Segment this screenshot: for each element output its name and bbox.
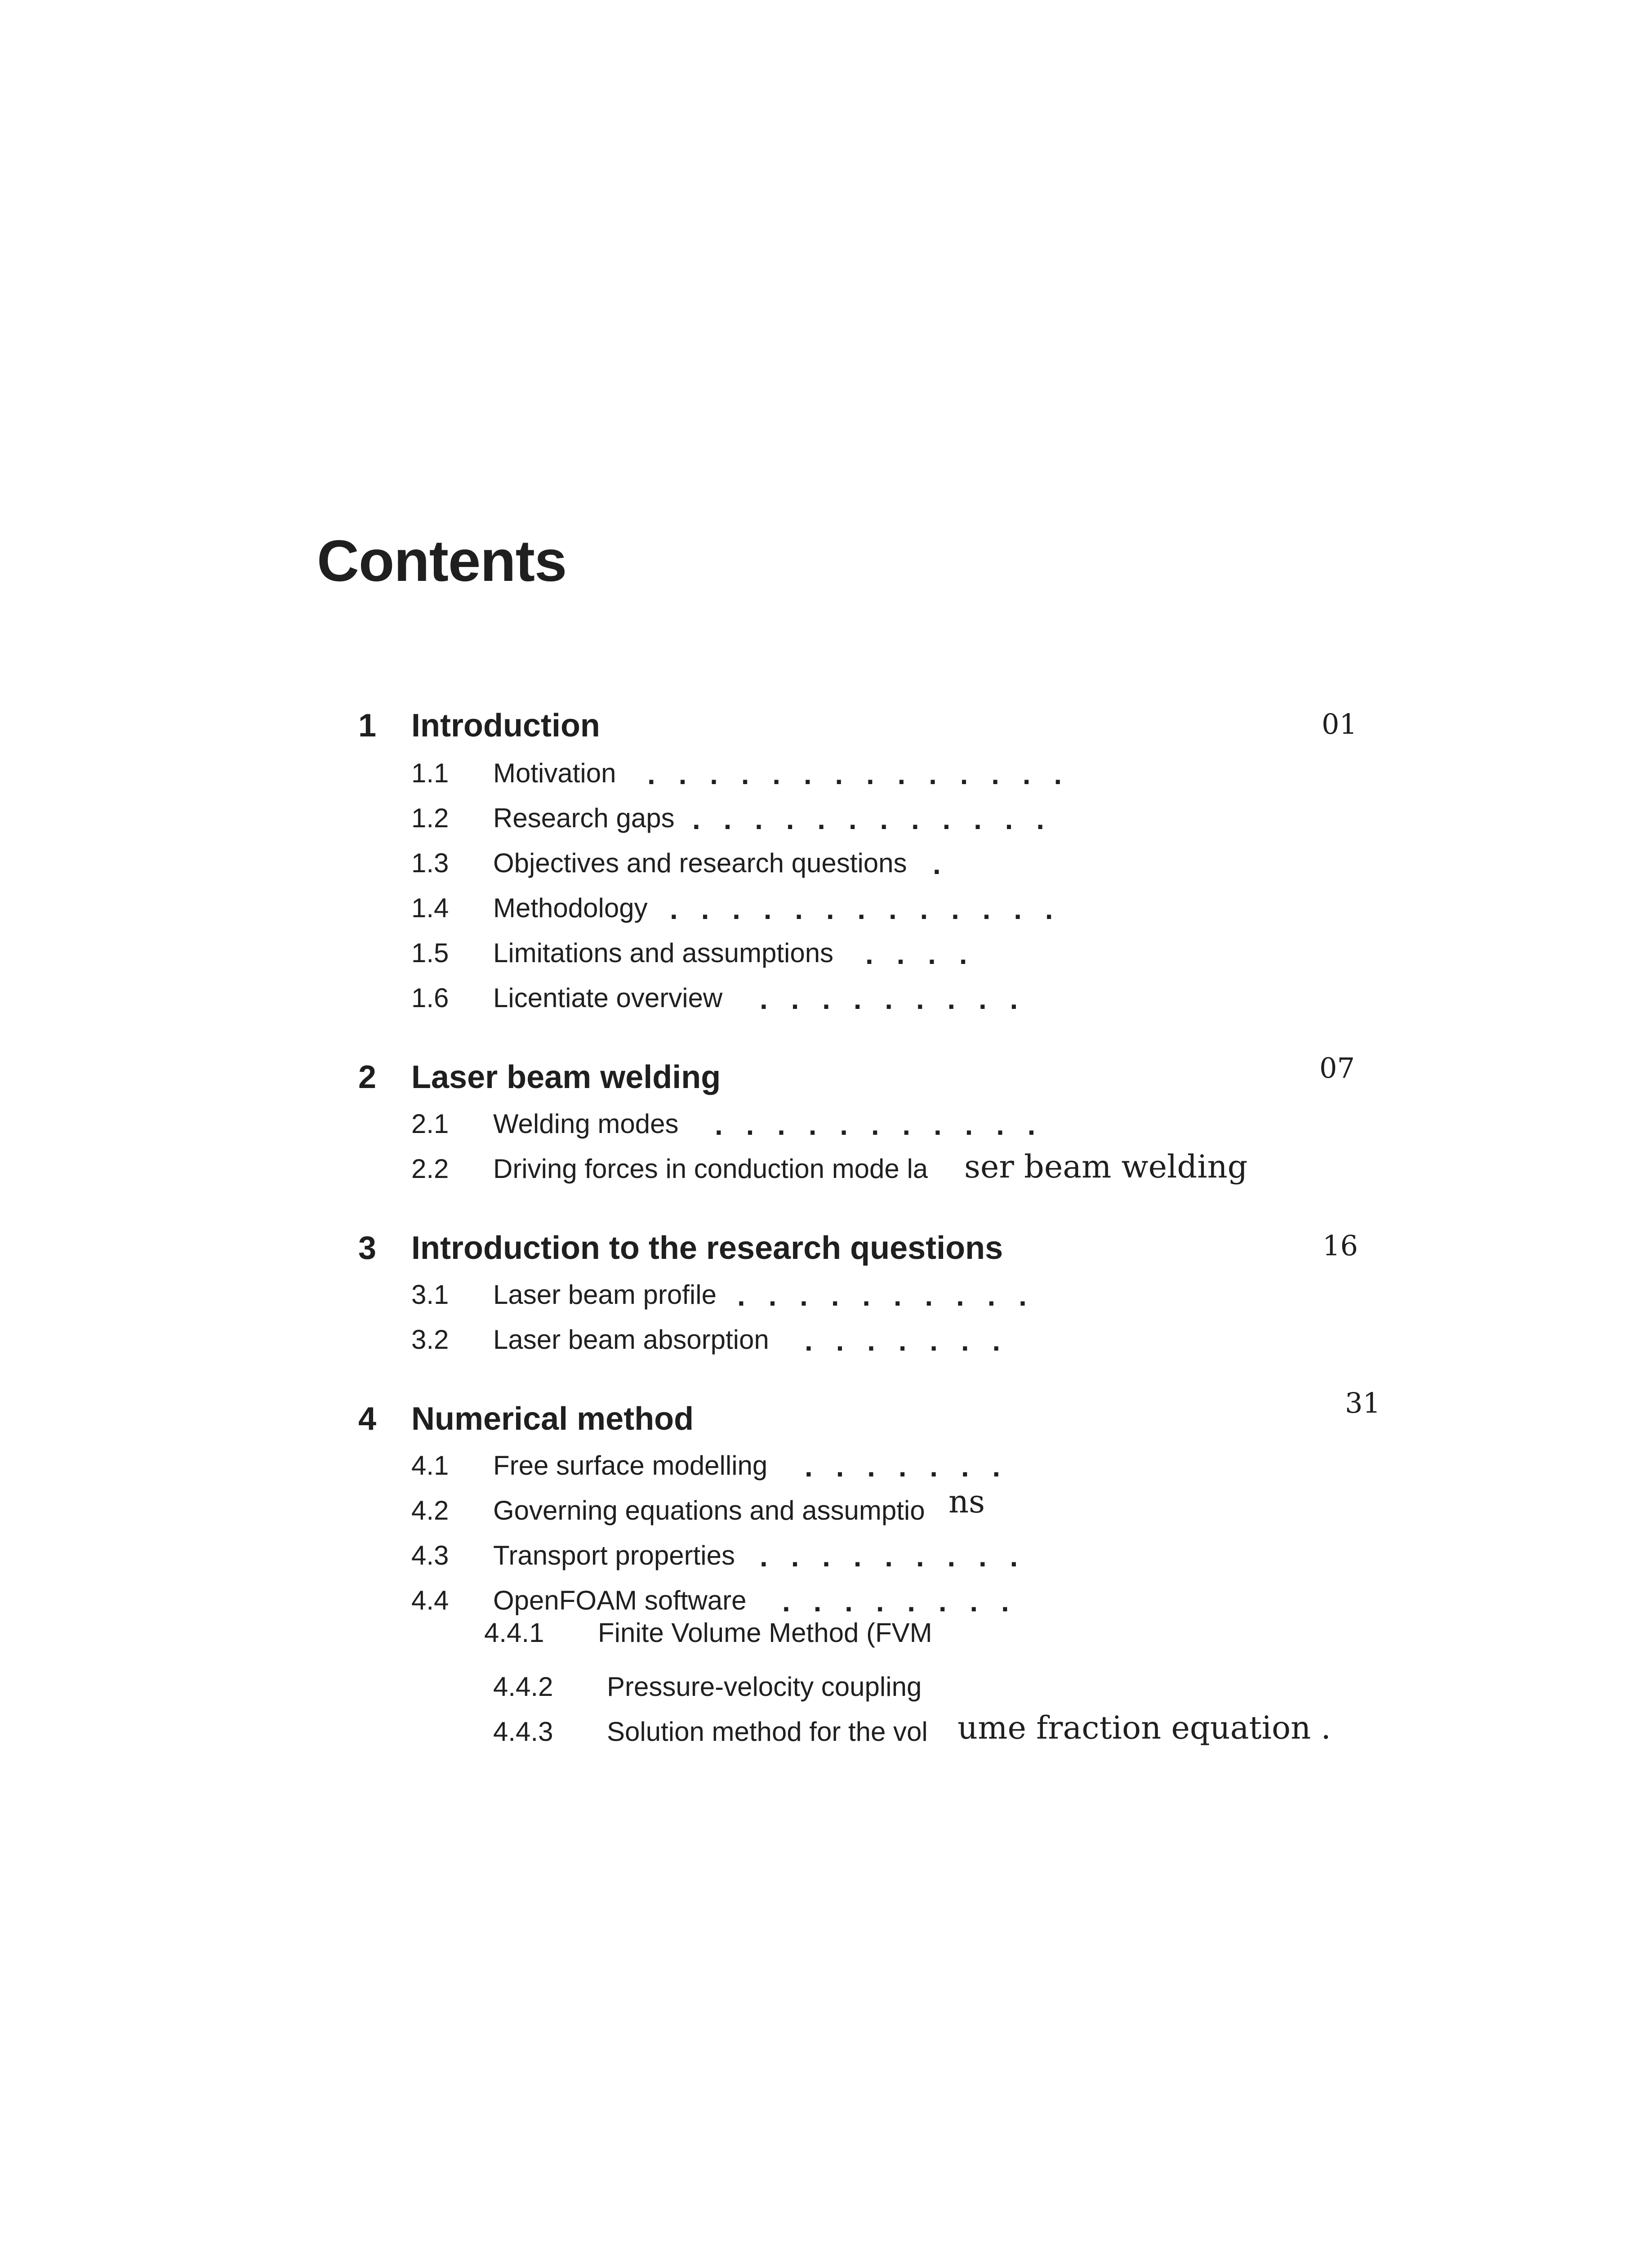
- chapter-number: 3: [358, 1230, 377, 1266]
- chapter-page-number: 16: [1322, 1229, 1358, 1262]
- dot-leader: . . . . . . . . . . .: [715, 1109, 1043, 1141]
- section-title[interactable]: Research gaps: [493, 803, 675, 833]
- subsection-title[interactable]: Pressure-velocity coupling: [607, 1672, 922, 1702]
- chapter-number: 2: [358, 1059, 377, 1095]
- chapter-page-number: 01: [1322, 708, 1357, 740]
- section-number: 1.1: [411, 758, 449, 788]
- section-title[interactable]: Free surface modelling: [493, 1450, 768, 1481]
- chapter-title[interactable]: Introduction: [411, 708, 600, 744]
- chapter-page-number: 31: [1345, 1387, 1380, 1419]
- dot-leader: . . . . . . . .: [782, 1585, 1017, 1618]
- section-title[interactable]: Laser beam absorption: [493, 1325, 769, 1355]
- subsection-number: 4.4.1: [484, 1618, 544, 1648]
- section-title[interactable]: Objectives and research questions: [493, 848, 907, 878]
- section-number: 4.2: [411, 1495, 449, 1525]
- dot-leader: . . . . . . . . .: [760, 983, 1026, 1015]
- section-number: 2.1: [411, 1109, 449, 1139]
- subsection-number: 4.4.3: [493, 1717, 553, 1747]
- section-title[interactable]: Transport properties: [493, 1540, 735, 1570]
- subsection-title[interactable]: Finite Volume Method (FVM: [598, 1618, 932, 1648]
- dot-leader: . . . .: [865, 938, 975, 970]
- section-number: 4.1: [411, 1450, 449, 1481]
- subsection-title-continuation: ume fraction equation .: [957, 1709, 1331, 1746]
- dot-leader: . . . . . . . . . . . .: [692, 803, 1052, 835]
- chapter-title[interactable]: Numerical method: [411, 1401, 694, 1437]
- section-number: 1.2: [411, 803, 449, 833]
- dot-leader: . . . . . . .: [805, 1450, 1008, 1483]
- section-title[interactable]: Methodology: [493, 893, 648, 923]
- section-title[interactable]: Welding modes: [493, 1109, 679, 1139]
- chapter-title[interactable]: Laser beam welding: [411, 1059, 721, 1095]
- section-number: 4.4: [411, 1585, 449, 1615]
- section-number: 1.5: [411, 938, 449, 968]
- section-title[interactable]: Governing equations and assumptio: [493, 1495, 925, 1525]
- chapter-number: 4: [358, 1401, 377, 1437]
- chapter-number: 1: [358, 708, 377, 744]
- dot-leader: . . . . . . . . .: [760, 1540, 1026, 1573]
- dot-leader: .: [933, 848, 948, 880]
- section-title[interactable]: Laser beam profile: [493, 1280, 717, 1310]
- section-number: 1.6: [411, 983, 449, 1013]
- section-title[interactable]: Motivation: [493, 758, 616, 788]
- dot-leader: . . . . . . . . . .: [737, 1280, 1034, 1312]
- section-title[interactable]: Licentiate overview: [493, 983, 723, 1013]
- dot-leader: . . . . . . .: [805, 1325, 1008, 1357]
- dot-leader: . . . . . . . . . . . . .: [670, 893, 1061, 925]
- section-number: 4.3: [411, 1540, 449, 1570]
- chapter-page-number: 07: [1319, 1052, 1355, 1084]
- section-number: 1.3: [411, 848, 449, 878]
- page-title: Contents: [317, 528, 567, 593]
- section-number: 1.4: [411, 893, 449, 923]
- section-title[interactable]: Driving forces in conduction mode la: [493, 1154, 928, 1184]
- section-title-continuation: ser beam welding: [964, 1148, 1248, 1185]
- section-title[interactable]: Limitations and assumptions: [493, 938, 834, 968]
- section-number: 3.2: [411, 1325, 449, 1355]
- section-title-continuation: ns: [948, 1483, 985, 1520]
- chapter-title[interactable]: Introduction to the research questions: [411, 1230, 1003, 1266]
- dot-leader: . . . . . . . . . . . . . .: [647, 758, 1070, 790]
- section-title[interactable]: OpenFOAM software: [493, 1585, 747, 1615]
- subsection-number: 4.4.2: [493, 1672, 553, 1702]
- subsection-title[interactable]: Solution method for the vol: [607, 1717, 928, 1747]
- section-number: 3.1: [411, 1280, 449, 1310]
- section-number: 2.2: [411, 1154, 449, 1184]
